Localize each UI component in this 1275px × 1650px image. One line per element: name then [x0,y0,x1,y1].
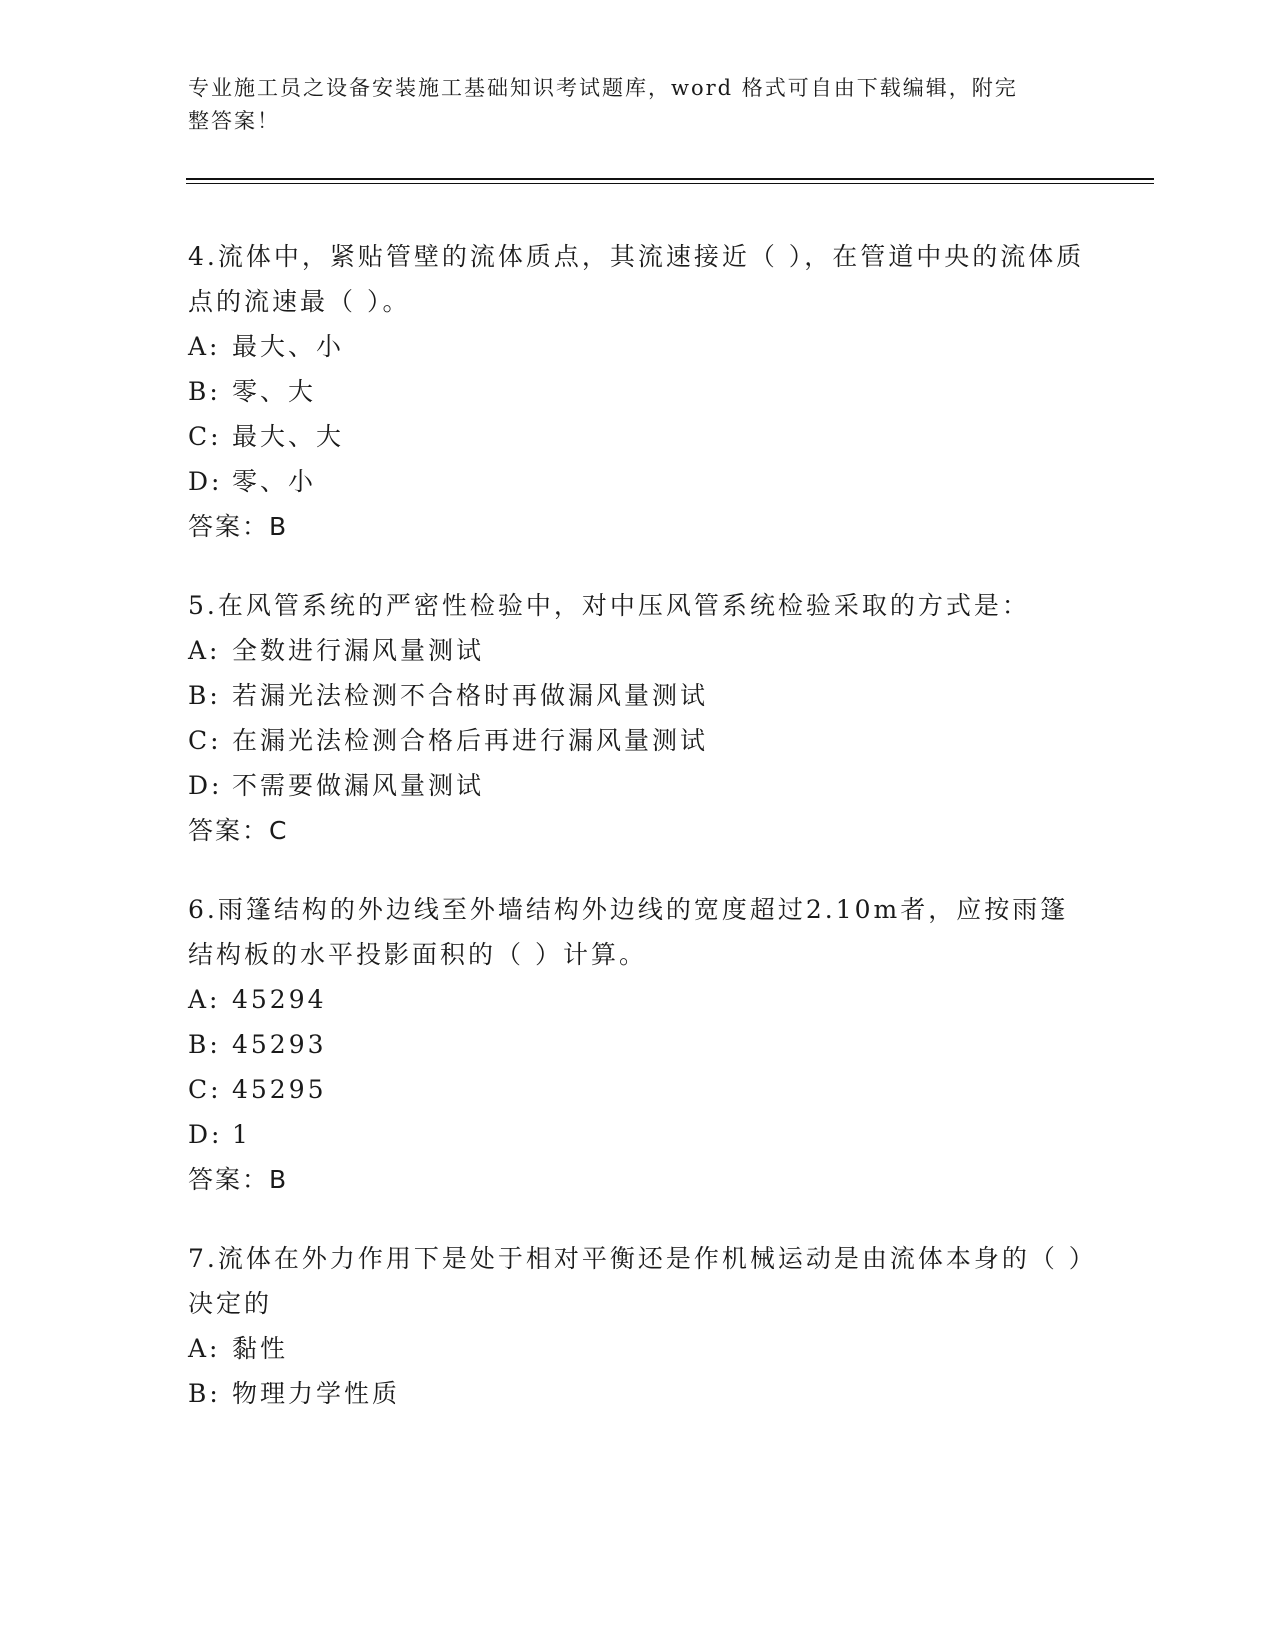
option-text: 在漏光法检测合格后再进行漏风量测试 [232,726,709,755]
question-5 [188,583,1088,853]
option-c [188,1067,1088,1112]
header-line-2: 整答案！ [188,109,280,133]
option-text: 45294 [232,985,327,1014]
option-letter: A: [188,985,221,1014]
question-text: 6.雨篷结构的外边线至外墙结构外边线的宽度超过2.10m者，应按雨篷结构板的水平投影面积的（ ）计算。 [188,895,1069,969]
question-text: 5.在风管系统的严密性检验中，对中压风管系统检验采取的方式是： [188,591,1030,620]
header-divider-thick [186,178,1154,180]
option-text: 黏性 [232,1334,289,1363]
header-line-1: 专业施工员之设备安装施工基础知识考试题库，word 格式可自由下载编辑，附完 [188,76,1018,100]
option-a [188,1326,1088,1371]
option-text: 全数进行漏风量测试 [232,636,485,665]
question-4 [188,234,1088,549]
option-b [188,369,1088,414]
option-text: 零、大 [232,377,317,406]
question-text: 7.流体在外力作用下是处于相对平衡还是作机械运动是由流体本身的（ ）决定的 [188,1244,1085,1318]
header-divider-thin [186,183,1154,184]
option-letter: C: [188,726,222,755]
option-b [188,1022,1088,1067]
answer: 答案：B [188,512,289,541]
answer: 答案：B [188,1165,289,1194]
option-text: 最大、小 [232,332,345,361]
option-letter: D: [188,771,223,800]
questions-list [188,234,1088,1450]
option-text: 45295 [232,1075,327,1104]
option-letter: B: [188,1030,221,1059]
option-b [188,1371,1088,1416]
option-letter: A: [188,636,221,665]
option-b [188,673,1088,718]
option-text: 若漏光法检测不合格时再做漏风量测试 [232,681,709,710]
option-d [188,1112,1088,1157]
option-a [188,324,1088,369]
question-text: 4.流体中，紧贴管壁的流体质点，其流速接近（ ），在管道中央的流体质点的流速最（ ）。 [188,242,1085,316]
option-text: 不需要做漏风量测试 [232,771,485,800]
option-text: 1 [232,1120,251,1149]
question-6 [188,887,1088,1202]
option-letter: C: [188,422,222,451]
option-letter: A: [188,1334,221,1363]
option-a [188,628,1088,673]
option-c [188,414,1088,459]
option-letter: D: [188,467,223,496]
option-text: 45293 [232,1030,327,1059]
option-d [188,459,1088,504]
question-7 [188,1236,1088,1416]
option-text: 物理力学性质 [232,1379,401,1408]
option-c [188,718,1088,763]
option-letter: A: [188,332,221,361]
option-letter: C: [188,1075,222,1104]
option-text: 零、小 [232,467,317,496]
answer: 答案：C [188,816,289,845]
option-letter: B: [188,681,221,710]
option-letter: D: [188,1120,223,1149]
option-text: 最大、大 [232,422,345,451]
option-d [188,763,1088,808]
option-letter: B: [188,377,221,406]
document-header [188,72,1068,138]
option-a [188,977,1088,1022]
option-letter: B: [188,1379,221,1408]
